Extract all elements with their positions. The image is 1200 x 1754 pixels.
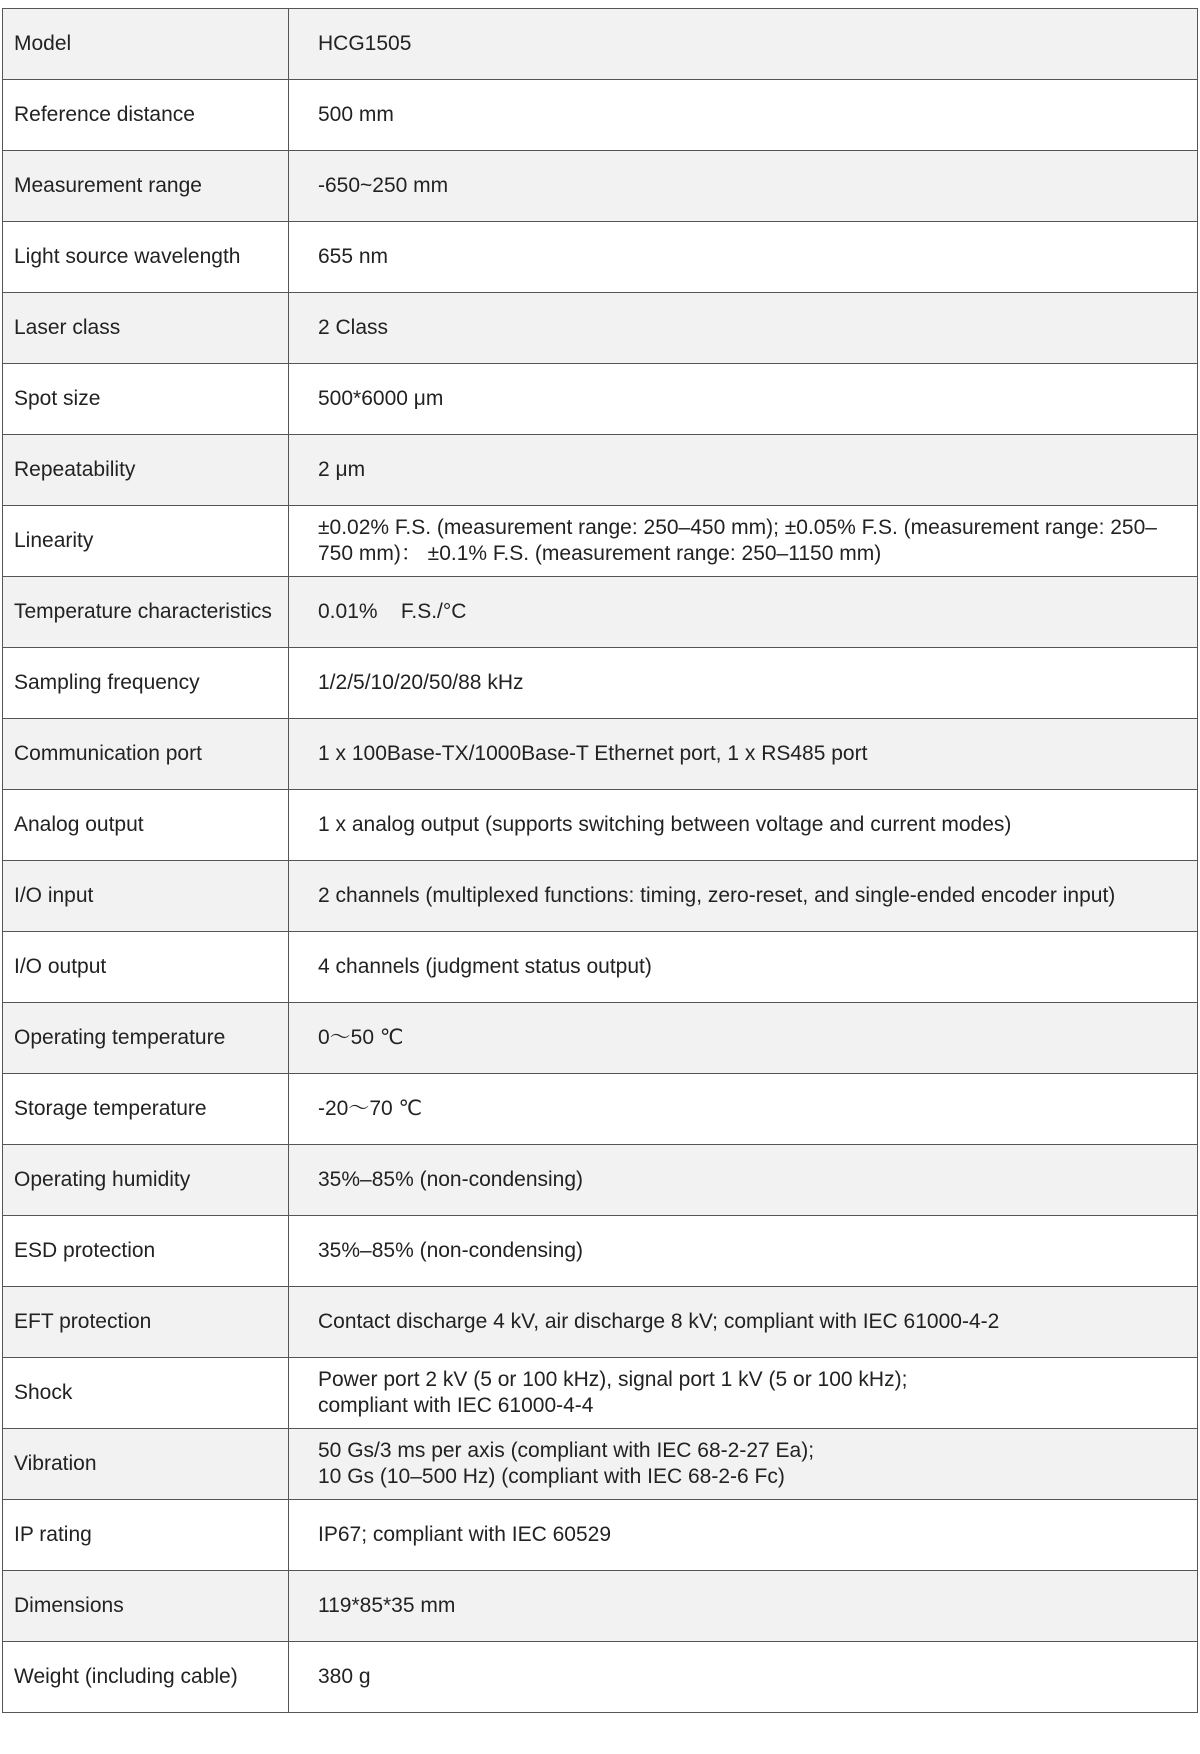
spec-value: Contact discharge 4 kV, air discharge 8 kV; compliant with IEC 61000-4-2 <box>289 1287 1198 1358</box>
spec-label: Measurement range <box>3 151 289 222</box>
spec-value: 655 nm <box>289 222 1198 293</box>
table-row <box>3 1145 1198 1216</box>
spec-value: 4 channels (judgment status output) <box>289 932 1198 1003</box>
specifications-table <box>2 8 1198 1713</box>
spec-value: -650~250 mm <box>289 151 1198 222</box>
spec-label: Laser class <box>3 293 289 364</box>
spec-label: Weight (including cable) <box>3 1642 289 1713</box>
table-row <box>3 293 1198 364</box>
spec-label: Shock <box>3 1358 289 1429</box>
spec-label: Vibration <box>3 1429 289 1500</box>
spec-label: Temperature characteristics <box>3 577 289 648</box>
spec-value: 2 Class <box>289 293 1198 364</box>
spec-value: HCG1505 <box>289 9 1198 80</box>
spec-value: 0～50 ℃ <box>289 1003 1198 1074</box>
table-row <box>3 1074 1198 1145</box>
spec-label: EFT protection <box>3 1287 289 1358</box>
spec-value: 500 mm <box>289 80 1198 151</box>
table-row <box>3 1003 1198 1074</box>
spec-value: 1/2/5/10/20/50/88 kHz <box>289 648 1198 719</box>
spec-value: IP67; compliant with IEC 60529 <box>289 1500 1198 1571</box>
spec-label: ESD protection <box>3 1216 289 1287</box>
spec-label: Model <box>3 9 289 80</box>
spec-value: 500*6000 μm <box>289 364 1198 435</box>
specifications-table-body <box>3 9 1198 1713</box>
spec-label: Communication port <box>3 719 289 790</box>
table-row <box>3 932 1198 1003</box>
spec-value: 380 g <box>289 1642 1198 1713</box>
table-row <box>3 9 1198 80</box>
table-row <box>3 435 1198 506</box>
table-row <box>3 1500 1198 1571</box>
table-row <box>3 648 1198 719</box>
table-row <box>3 1429 1198 1500</box>
table-row <box>3 1216 1198 1287</box>
table-row <box>3 1358 1198 1429</box>
spec-label: I/O input <box>3 861 289 932</box>
spec-value: 1 x analog output (supports switching between voltage and current modes) <box>289 790 1198 861</box>
spec-value: Power port 2 kV (5 or 100 kHz), signal port 1 kV (5 or 100 kHz); compliant with IEC 61000-4-4 <box>289 1358 1198 1429</box>
spec-value: 119*85*35 mm <box>289 1571 1198 1642</box>
spec-label: Reference distance <box>3 80 289 151</box>
table-row <box>3 719 1198 790</box>
table-row <box>3 861 1198 932</box>
table-row <box>3 364 1198 435</box>
spec-label: Light source wavelength <box>3 222 289 293</box>
table-row <box>3 1571 1198 1642</box>
spec-value: 35%–85% (non-condensing) <box>289 1216 1198 1287</box>
table-row <box>3 506 1198 577</box>
spec-value: 1 x 100Base-TX/1000Base-T Ethernet port, 1 x RS485 port <box>289 719 1198 790</box>
table-row <box>3 790 1198 861</box>
spec-label: Dimensions <box>3 1571 289 1642</box>
spec-label: Sampling frequency <box>3 648 289 719</box>
spec-label: Storage temperature <box>3 1074 289 1145</box>
spec-label: Operating temperature <box>3 1003 289 1074</box>
spec-label: Repeatability <box>3 435 289 506</box>
spec-value: 50 Gs/3 ms per axis (compliant with IEC 68-2-27 Ea); 10 Gs (10–500 Hz) (compliant with IEC 68-2-6 Fc) <box>289 1429 1198 1500</box>
spec-value: -20～70 ℃ <box>289 1074 1198 1145</box>
table-row <box>3 222 1198 293</box>
table-row <box>3 80 1198 151</box>
table-row <box>3 151 1198 222</box>
spec-label: IP rating <box>3 1500 289 1571</box>
spec-label: Analog output <box>3 790 289 861</box>
spec-label: Operating humidity <box>3 1145 289 1216</box>
table-row <box>3 1287 1198 1358</box>
spec-label: Spot size <box>3 364 289 435</box>
spec-label: I/O output <box>3 932 289 1003</box>
table-row <box>3 577 1198 648</box>
table-row <box>3 1642 1198 1713</box>
spec-value: 2 μm <box>289 435 1198 506</box>
spec-value: 2 channels (multiplexed functions: timing, zero-reset, and single-ended encoder input) <box>289 861 1198 932</box>
spec-value: 35%–85% (non-condensing) <box>289 1145 1198 1216</box>
spec-value: ±0.02% F.S. (measurement range: 250–450 mm); ±0.05% F.S. (measurement range: 250–750 mm)： ±0.1% F.S. (measurement range: 250–1150 mm) <box>289 506 1198 577</box>
spec-value: 0.01% F.S./°C <box>289 577 1198 648</box>
spec-label: Linearity <box>3 506 289 577</box>
